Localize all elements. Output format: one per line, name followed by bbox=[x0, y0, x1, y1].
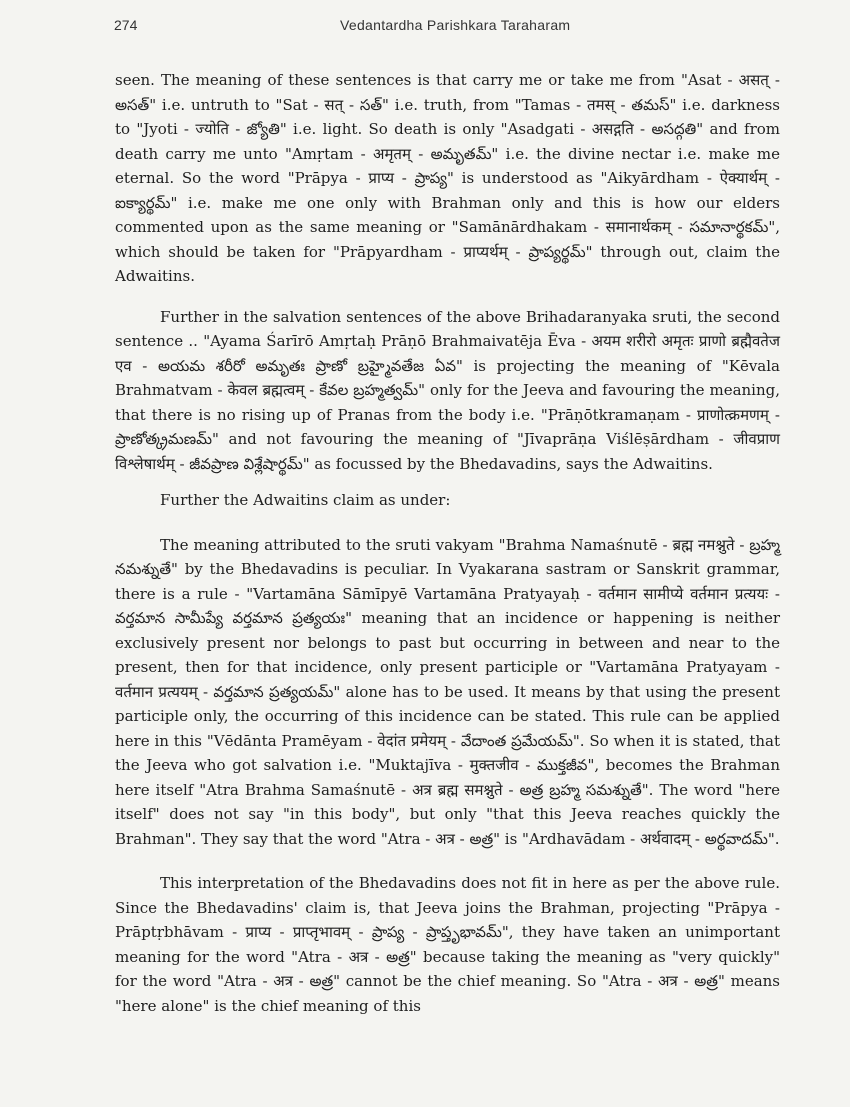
paragraph-2: Further in the salvation sentences of the above Brihadaranyaka sruti, the second sentence .. "Ayama Śarīrō Amṛtaḥ Prāṇō Brahmaivatēja Ēva - अयम शरीरो अमृतः प्राणो ब्रह्मैवतेज एव - అయమ శరీరో అమృతః ప్రాణో బ్రహ్మైవతేజ ఏవ" is projecting the meaning of "Kēvala Brahmatvam - केवल ब्रह्मत्वम् - కేవల బ్రహ్మత్వమ్" only for the Jeeva and favouring the meaning, that there is no rising up of Pranas from the body i.e. "Prāṇōtkramaṇam - प्राणोत्क्रमणम् - ప్రాణోత్క్రమణమ్" and not favouring the meaning of "Jīvaprāṇa Viślēṣārdham - जीवप्राण विश्लेषार्थम् - జీవప్రాణ విశ్లేషార్థమ్" as focussed by the Bhedavadins, says the Adwaitins. bbox=[115, 307, 780, 473]
running-title: Vedantardha Parishkara Taraharam bbox=[340, 17, 571, 33]
paragraph-4: The meaning attributed to the sruti vakyam "Brahma Namaśnutē - ब्रह्म नमश्नुते - బ్రహ్మ నమశ్నుతే" by the Bhedavadins is peculiar. In Vyakarana sastram or Sanskrit grammar, there is a rule - "Vartamāna Sāmīpyē Vartamāna Pratyayaḥ - वर्तमान सामीप्ये वर्तमान प्रत्ययः - వర్తమాన సామీప్యే వర్తమాన ప్రత్యయః" meaning that an incidence or happening is neither exclusively present nor belongs to past but occurring in between and near to the present, then for that incidence, only present participle or "Vartamāna Pratyayam - वर्तमान प्रत्ययम् - వర్తమాన ప్రత్యయమ్" alone has to be used. It means by that using the present participle only, the occurring of this incidence can be stated. This rule can be applied here in this "Vēdānta Pramēyam - वेदांत प्रमेयम् - వేదాంత ప్రమేయమ్". So when it is stated, that the Jeeva who got salvation i.e. "Muktajīva - मुक्तजीव - ముక్తజీవ", becomes the Brahman here itself "Atra Brahma Samaśnutē - अत्र ब्रह्म समश्नुते - అత్ర బ్రహ్మ సమశ్నుతే". The word "here itself" does not say "in this body", but only "that this Jeeva reaches quickly the Brahman". They say that the word "Atra - अत्र - అత్ర" is "Ardhavādam - अर्थवादम् - అర్థవాదమ్". bbox=[115, 535, 780, 848]
paragraph-3: Further the Adwaitins claim as under: bbox=[160, 491, 451, 509]
page-header bbox=[114, 17, 810, 37]
page-number: 274 bbox=[114, 17, 138, 33]
body-text bbox=[115, 68, 780, 1018]
paragraph-5: This interpretation of the Bhedavadins does not fit in here as per the above rule. Since the Bhedavadins' claim is, that Jeeva joins the Brahman, projecting "Prāpya - Prāptṛbhāvam - प्राप्य - प्राप्तृभावम् - ప్రాప్య - ప్రాప్తృభావమ్", they have taken an unimportant meaning for the word "Atra - अत्र - అత్ర" because taking the meaning as "very quickly" for the word "Atra - अत्र - అత్ర" cannot be the chief meaning. So "Atra - अत्र - అత్ర" means "here alone" is the chief meaning of this bbox=[115, 874, 780, 1015]
paragraph-1: seen. The meaning of these sentences is that carry me or take me from "Asat - असत् - అసత్" i.e. untruth to "Sat - सत् - సత్" i.e. truth, from "Tamas - तमस् - తమస్" i.e. darkness to "Jyoti - ज्योति - జ్యోతి" i.e. light. So death is only "Asadgati - असद्गति - అసద్గతి" and from death carry me unto "Amṛtam - अमृतम् - అమృతమ్" i.e. the divine nectar i.e. make me eternal. So the word "Prāpya - प्राप्य - ప్రాప్య" is understood as "Aikyārdham - ऐक्यार्थम् - ఐక్యార్థమ్" i.e. make me one only with Brahman only and this is how our elders commented upon as the same meaning or "Samānārdhakam - समानार्थकम् - సమానార్థకమ్", which should be taken for "Prāpyardham - प्राप्यर्थम् - ప్రాప్యర్థమ్" through out, claim the Adwaitins. bbox=[115, 71, 780, 285]
